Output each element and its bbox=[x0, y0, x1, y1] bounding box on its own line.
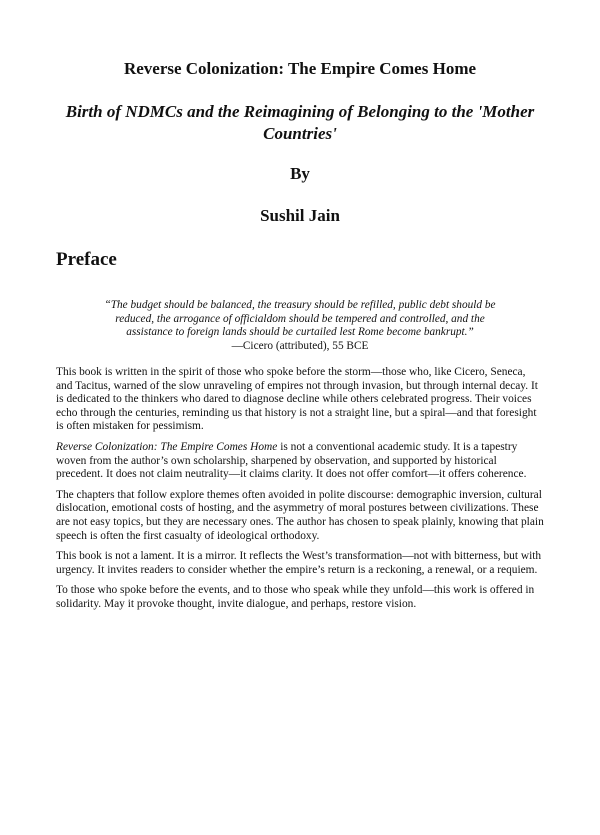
paragraph bbox=[56, 584, 544, 611]
paragraph bbox=[56, 441, 544, 482]
epigraph bbox=[92, 299, 508, 353]
book-title: Reverse Colonization: The Empire Comes Home bbox=[123, 59, 477, 78]
book-subtitle: Birth of NDMCs and the Reimagining of Belonging to the 'Mother Countries' bbox=[65, 102, 535, 143]
paragraph-text: This book is not a lament. It is a mirror. It reflects the West’s transformation—not with bitterness, but with urgency. It invites readers to consider whether the empire’s return is a reckoning, a renewal, or a requiem. bbox=[56, 550, 542, 576]
epigraph-attribution: —Cicero (attributed), 55 BCE bbox=[231, 339, 369, 352]
author-name: Sushil Jain bbox=[260, 206, 340, 225]
paragraph bbox=[56, 550, 544, 577]
paragraph bbox=[56, 366, 544, 434]
paragraph-text: To those who spoke before the events, and to those who speak while they unfold—this work is offered in solidarity. May it provoke thought, invite dialogue, and perhaps, restore vision. bbox=[56, 584, 535, 610]
epigraph-quote: “The budget should be balanced, the treasury should be refilled, public debt should be reduced, the arrogance of officialdom should be tempered and controlled, and the assistance to foreign lands should be curtailed lest Rome become bankrupt.” bbox=[104, 299, 496, 338]
paragraph-text: is not a conventional academic study. It is a tapestry woven from the author’s own scholarship, sharpened by observation, and supported by historical precedent. It does not claim neutrality—it claims clarity. It does not offer comfort—it offers coherence. bbox=[56, 440, 527, 481]
document-page bbox=[0, 59, 600, 835]
paragraph-italic-title: Reverse Colonization: The Empire Comes Home bbox=[56, 440, 278, 453]
paragraph-text: The chapters that follow explore themes often avoided in polite discourse: demographic inversion, cultural dislocation, emotional costs of hosting, and the asymmetry of moral postures between civilizations. These are not easy topics, but they are necessary ones. The author has chosen to speak plainly, knowing that plain speech is often the first casualty of ideological orthodoxy. bbox=[56, 488, 544, 542]
preface-body bbox=[56, 366, 544, 612]
section-heading-preface: Preface bbox=[56, 249, 117, 270]
paragraph bbox=[56, 489, 544, 543]
paragraph-text: This book is written in the spirit of those who spoke before the storm—those who, like Cicero, Seneca, and Tacitus, warned of the slow unraveling of empires not through invasion, but through internal decay. It is dedicated to the thinkers who dared to diagnose decline while others celebrated progress. Their voices echo through the centuries, reminding us that history is not a straight line, but a spiral—and that foresight is often mistaken for pessimism. bbox=[56, 366, 538, 433]
by-label: By bbox=[290, 164, 310, 183]
